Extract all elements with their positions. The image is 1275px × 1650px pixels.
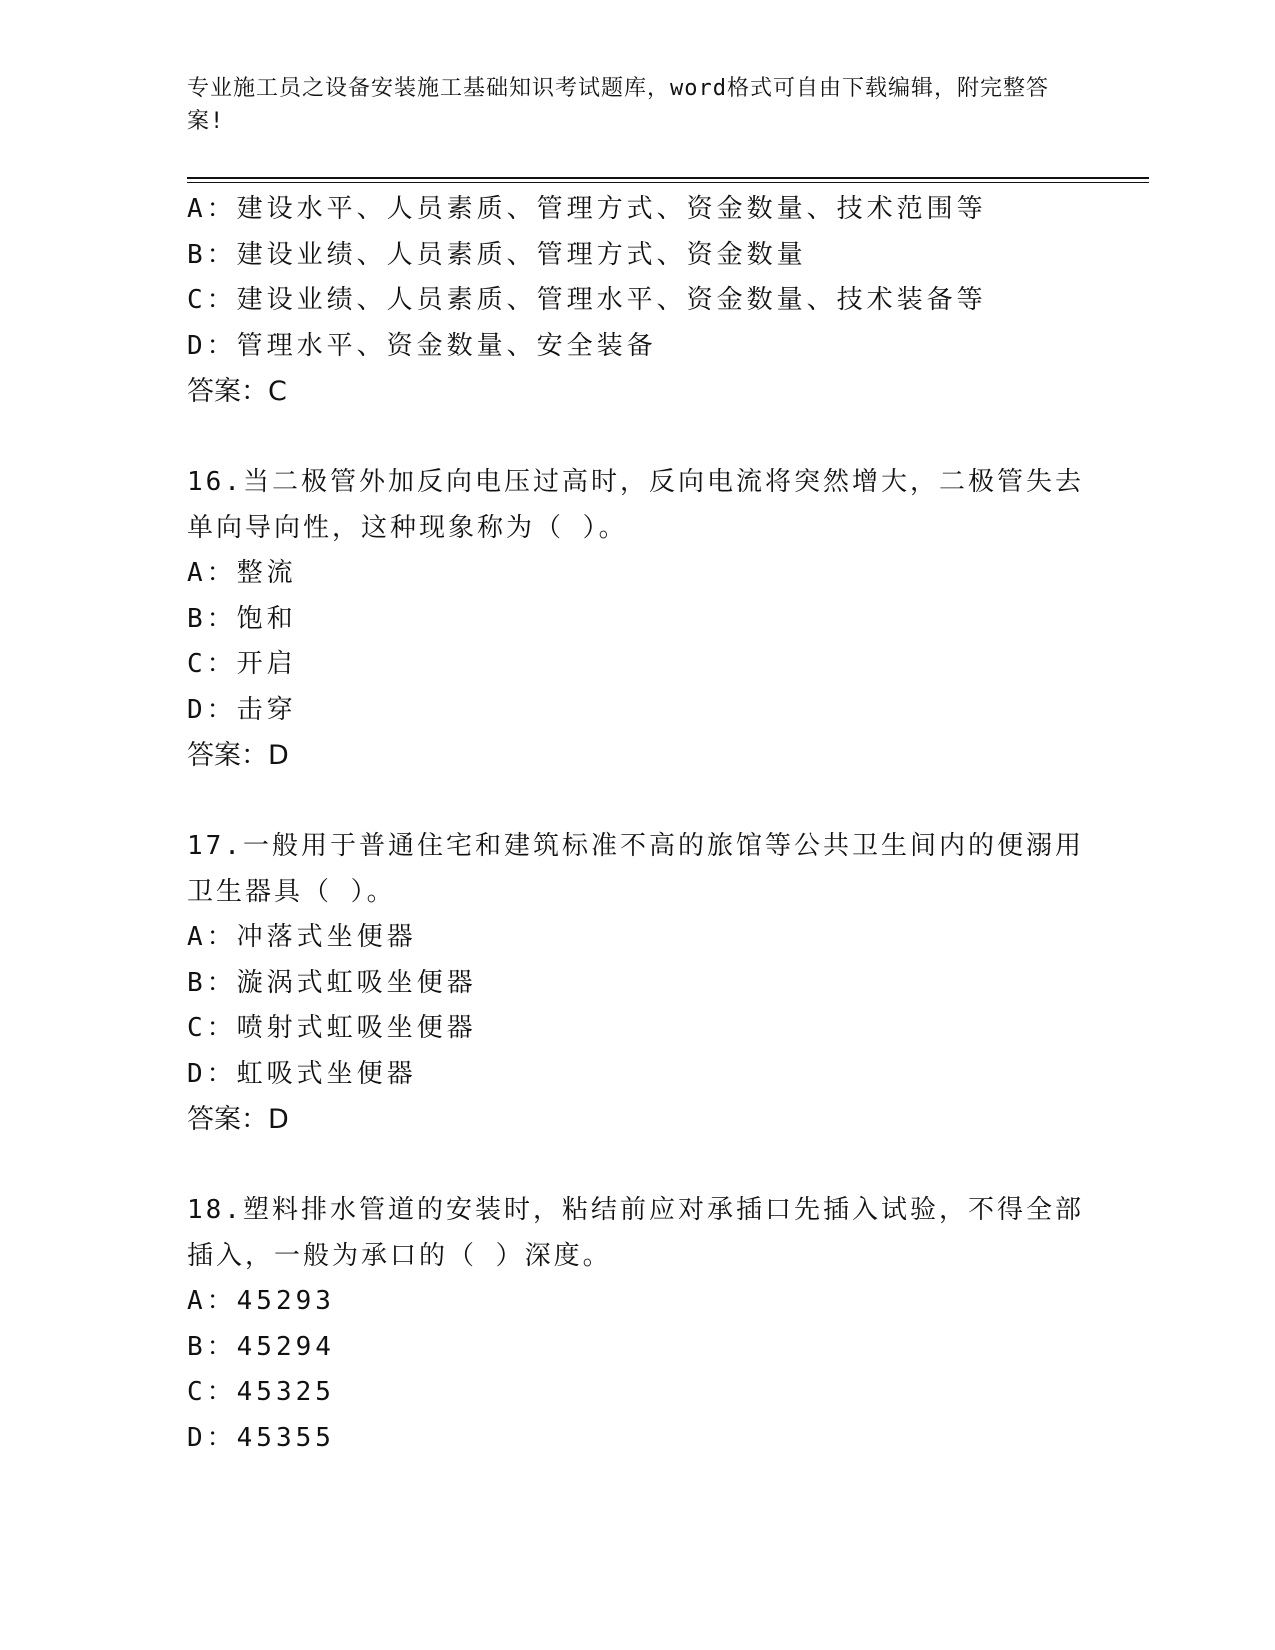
- option-text: 虹吸式坐便器: [236, 1058, 417, 1089]
- option-letter: A：: [187, 1286, 237, 1316]
- spacer: [187, 1143, 1087, 1189]
- document-title: 专业施工员之设备安装施工基础知识考试题库，word格式可自由下载编辑，附完整答案!: [187, 76, 1049, 134]
- option-letter: C：: [187, 649, 237, 679]
- option-text: 45325: [236, 1377, 335, 1407]
- question-17: [187, 824, 1087, 1143]
- option-letter: D：: [187, 1058, 237, 1089]
- option-letter: C：: [187, 1013, 237, 1043]
- option-b: [187, 233, 1087, 279]
- option-text: 建设业绩、人员素质、管理水平、资金数量、技术装备等: [236, 285, 987, 315]
- option-letter: B：: [187, 239, 237, 270]
- answer-line: 答案：C: [187, 376, 287, 407]
- question-stem: 16.当二极管外加反向电压过高时，反向电流将突然增大，二极管失去: [187, 467, 1084, 497]
- option-letter: C：: [187, 285, 237, 315]
- answer-line: 答案：D: [187, 1104, 289, 1135]
- option-letter: B：: [187, 967, 237, 998]
- option-text: 击穿: [236, 694, 297, 725]
- option-text: 45294: [236, 1331, 335, 1362]
- question-18: [187, 1188, 1087, 1461]
- header-rule-thick: [187, 177, 1149, 179]
- option-text: 建设水平、人员素质、管理方式、资金数量、技术范围等: [236, 194, 987, 224]
- option-d: [187, 688, 1087, 734]
- option-a: [187, 187, 1087, 233]
- option-letter: B：: [187, 603, 237, 634]
- question-stem: 17.一般用于普通住宅和建筑标准不高的旅馆等公共卫生间内的便溺用: [187, 831, 1084, 861]
- option-c: [187, 1370, 1087, 1416]
- option-b: [187, 961, 1087, 1007]
- option-d: [187, 1416, 1087, 1462]
- option-text: 开启: [236, 649, 297, 679]
- option-letter: C：: [187, 1377, 237, 1407]
- option-a: [187, 915, 1087, 961]
- option-text: 45293: [236, 1286, 335, 1316]
- question-stem: 单向导向性，这种现象称为（ ）。: [187, 512, 628, 543]
- option-c: [187, 278, 1087, 324]
- option-letter: D：: [187, 694, 237, 725]
- option-letter: B：: [187, 1331, 237, 1362]
- question-stem: 插入，一般为承口的（ ）深度。: [187, 1240, 612, 1271]
- question-stem: 卫生器具（ ）。: [187, 876, 396, 907]
- option-d: [187, 324, 1087, 370]
- option-b: [187, 597, 1087, 643]
- question-15: [187, 187, 1087, 415]
- option-text: 冲落式坐便器: [236, 922, 417, 952]
- option-text: 建设业绩、人员素质、管理方式、资金数量: [236, 239, 807, 270]
- option-letter: A：: [187, 558, 237, 588]
- option-letter: D：: [187, 330, 237, 361]
- option-text: 45355: [236, 1422, 335, 1453]
- question-16: [187, 460, 1087, 779]
- option-text: 饱和: [236, 603, 297, 634]
- option-letter: D：: [187, 1422, 237, 1453]
- option-c: [187, 1006, 1087, 1052]
- option-text: 漩涡式虹吸坐便器: [236, 967, 477, 998]
- option-a: [187, 1279, 1087, 1325]
- option-text: 整流: [236, 558, 297, 588]
- spacer: [187, 779, 1087, 825]
- document-header: [187, 72, 1067, 138]
- question-stem: 18.塑料排水管道的安装时，粘结前应对承插口先插入试验，不得全部: [187, 1195, 1084, 1225]
- option-text: 管理水平、资金数量、安全装备: [236, 330, 657, 361]
- spacer: [187, 415, 1087, 461]
- header-rule-thin: [187, 182, 1149, 183]
- option-letter: A：: [187, 922, 237, 952]
- answer-line: 答案：D: [187, 740, 289, 771]
- option-b: [187, 1325, 1087, 1371]
- option-c: [187, 642, 1087, 688]
- option-d: [187, 1052, 1087, 1098]
- option-a: [187, 551, 1087, 597]
- question-list: [187, 187, 1087, 1461]
- option-text: 喷射式虹吸坐便器: [236, 1013, 477, 1043]
- option-letter: A：: [187, 194, 237, 224]
